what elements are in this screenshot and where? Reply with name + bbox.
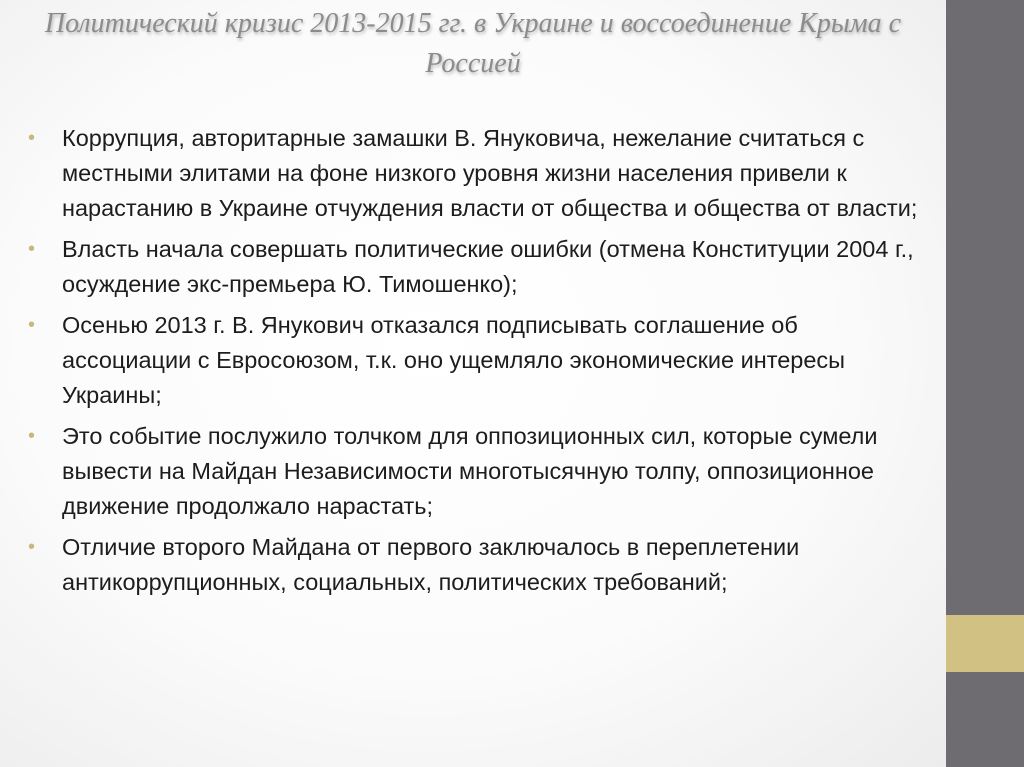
bullet-text: Власть начала совершать политические ошибки (отмена Конституции 2004 г., осуждение экс-премьера Ю. Тимошенко); (62, 236, 914, 297)
bullet-item (26, 419, 931, 524)
bullet-icon: • (28, 314, 36, 336)
bullet-item (26, 232, 931, 302)
bullet-text: Осенью 2013 г. В. Янукович отказался подписывать соглашение об ассоциации с Евросоюзом, т.к. оно ущемляло экономические интересы Украины; (62, 312, 846, 408)
slide-title: Политический кризис 2013-2015 гг. в Украине и воссоединение Крыма с Россией (44, 8, 902, 79)
bullet-text: Коррупция, авторитарные замашки В. Януковича, нежелание считаться с местными элитами на фоне низкого уровня жизни населения привели к нарастанию в Украине отчуждения власти от общества и общества от власти; (62, 125, 918, 221)
bullet-item (26, 308, 931, 413)
bullet-icon: • (28, 127, 36, 149)
bullet-text: Это событие послужило толчком для оппозиционных сил, которые сумели вывести на Майдан Независимости многотысячную толпу, оппозиционное движение продолжало нарастать; (62, 423, 878, 519)
bullet-icon: • (28, 425, 36, 447)
bullet-icon: • (28, 238, 36, 260)
bullet-icon: • (28, 536, 36, 558)
bullet-item (26, 121, 931, 226)
bullet-text: Отличие второго Майдана от первого заключалось в переплетении антикоррупционных, социальных, политических требований; (62, 534, 800, 595)
bullet-list (26, 121, 931, 606)
bullet-item (26, 530, 931, 600)
side-accent-block (946, 615, 1024, 672)
